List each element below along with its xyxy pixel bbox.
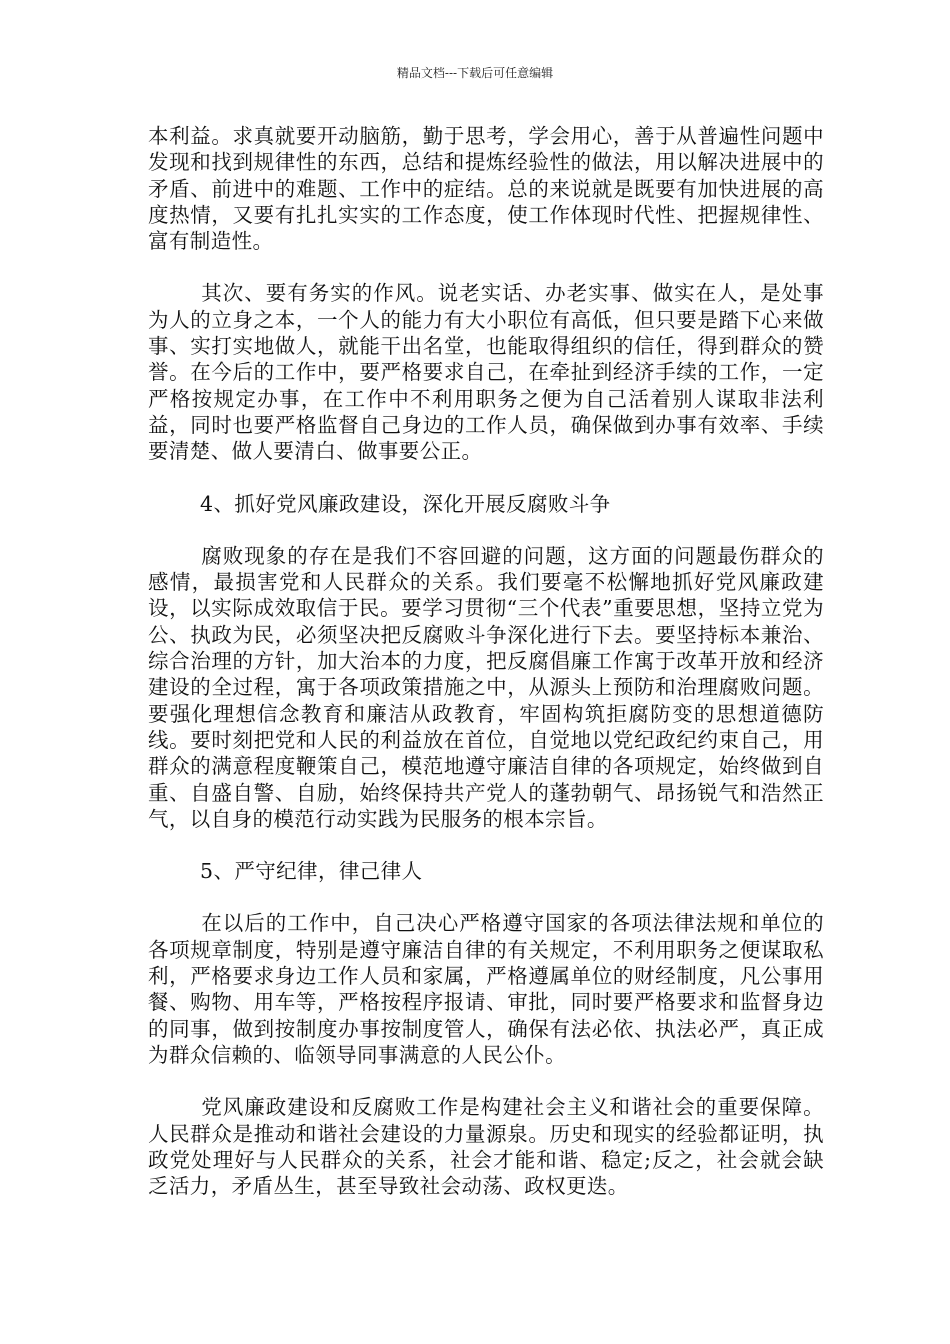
section-heading-5: 5、严守纪律，律己律人 <box>200 859 423 884</box>
paragraph-2: 其次、要有务实的作风。说老实话、办老实事、做实在人，是处事为人的立身之本，一个人的能力有大小职位有高低，但只要是踏下心来做事、实打实地做人，就能干出名堂，也能取得组织的信任，得到群众的赞誉。在今后的工作中，要严格要求自己，在牵扯到经济手续的工作，一定严格按规定办事，在工作中不利用职务之便为自己活着别人谋取非法利益，同时也要严格监督自己身边的工作人员，确保做到办事有效率、手续要清楚、做人要清白、做事要公正。 <box>148 281 824 464</box>
paragraph-3: 腐败现象的存在是我们不容回避的问题，这方面的问题最伤群众的感情，最损害党和人民群众的关系。我们要毫不松懈地抓好党风廉政建设，以实际成效取信于民。要学习贯彻“三个代表”重要思想，坚持立党为公、执政为民，必须坚决把反腐败斗争深化进行下去。要坚持标本兼治、综合治理的方针，加大治本的力度，把反腐倡廉工作寓于改革开放和经济建设的全过程，寓于各项政策措施之中，从源头上预防和治理腐败问题。要强化理想信念教育和廉洁从政教育，牢固构筑拒腐防变的思想道德防线。要时刻把党和人民的利益放在首位，自觉地以党纪政纪约束自己，用群众的满意程度鞭策自己，模范地遵守廉洁自律的各项规定，始终做到自重、自盛自警、自励，始终保持共产党人的蓬勃朝气、昂扬锐气和浩然正气，以自身的模范行动实践为民服务的根本宗旨。 <box>148 543 824 831</box>
section-heading-4: 4、抓好党风廉政建设，深化开展反腐败斗争 <box>200 491 611 516</box>
document-body <box>148 123 824 1199</box>
paragraph-1: 本利益。求真就要开动脑筋，勤于思考，学会用心，善于从普遍性问题中发现和找到规律性的东西，总结和提炼经验性的做法，用以解决进展中的矛盾、前进中的难题、工作中的症结。总的来说就是既要有加快进展的高度热情，又要有扎扎实实的工作态度，使工作体现时代性、把握规律性、富有制造性。 <box>148 124 824 254</box>
page-header-watermark: 精品文档---下载后可任意编辑 <box>396 66 554 80</box>
paragraph-5: 党风廉政建设和反腐败工作是构建社会主义和谐社会的重要保障。人民群众是推动和谐社会建设的力量源泉。历史和现实的经验都证明，执政党处理好与人民群众的关系，社会才能和谐、稳定;反之，社会就会缺乏活力，矛盾丛生，甚至导致社会动荡、政权更迭。 <box>148 1095 824 1199</box>
paragraph-4: 在以后的工作中，自己决心严格遵守国家的各项法律法规和单位的各项规章制度，特别是遵守廉洁自律的有关规定，不利用职务之便谋取私利，严格要求身边工作人员和家属，严格遵属单位的财经制度，凡公事用餐、购物、用车等，严格按程序报请、审批，同时要严格要求和监督身边的同事，做到按制度办事按制度管人，确保有法必依、执法必严，真正成为群众信赖的、临领导同事满意的人民公仆。 <box>148 911 824 1067</box>
